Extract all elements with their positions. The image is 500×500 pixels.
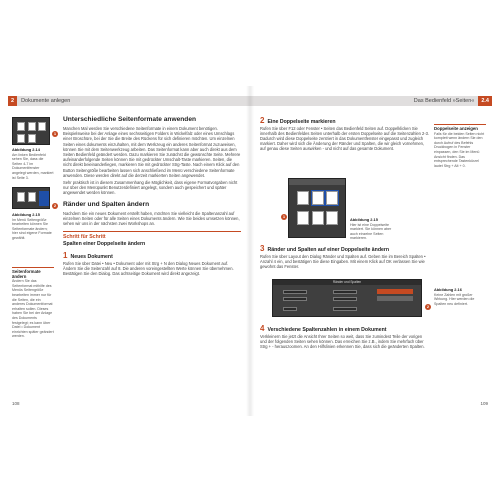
pages-panel-doublepage-screenshot xyxy=(288,178,346,238)
figure-text: Keine Zahlen mit großer Wirkung. Hier werden die Spalten neu definiert. xyxy=(434,292,475,306)
step-title: Neues Dokument xyxy=(70,254,113,261)
step-number: 4 xyxy=(260,324,265,333)
step-body: Verkleinern Sie jetzt die Ansicht Ihrer Seiten so weit, dass Sie zumindest Teile der vorigen und der folgenden Seiten sehen können. Das erreichen Sie z.B., indem Sie mehrfach über Strg + - herauszoomen. An den Hilfslinien erkennen Sie, dass sich die geänderten Spalten. xyxy=(260,333,425,349)
step-number: 3 xyxy=(260,244,265,253)
figure-title: Abbildung 2.15 xyxy=(350,217,378,222)
sidebox-title: Doppelseite anzeigen xyxy=(434,126,478,131)
callout-1: 1 xyxy=(53,131,57,136)
figure-title: Abbildung 2.15 xyxy=(12,212,40,217)
left-page xyxy=(0,86,250,416)
callout-2: 2 xyxy=(426,304,430,309)
section-body-2: Sehr praktisch ist in diesem Zusammenhang die Möglichkeit, dass eigene Formatvorgaben nicht nur über den Menüpunkt Benutzerdefiniert angelegt, sondern auch gespeichert und später angewendet werden können. xyxy=(63,180,238,196)
sidebox-rule xyxy=(12,267,54,268)
section-heading-2: Ränder und Spalten ändern xyxy=(63,200,150,208)
step-title: Eine Doppelseite markieren xyxy=(267,119,336,125)
sidebox-text: Ändern Sie das Seitenformat mithilfe des Menüs Seitengröße bearbeiten immer nur für die Seiten, die ein anderes Dokumentformat erhalten sollen. Dieses haben Sie bei der Anlage des Dokuments festgelegt; es kann über Datei • Dokument einrichten später geändert werden. xyxy=(12,279,54,339)
right-main-column-3 xyxy=(260,324,430,349)
right-main-column-2 xyxy=(260,244,430,269)
workshop-rule xyxy=(63,231,241,232)
step-title: Verschiedene Spaltenzahlen in einem Dokument xyxy=(267,327,387,333)
sidebox-title: Seitenformate ändern xyxy=(12,269,41,279)
section-number: 2.4 xyxy=(478,96,492,106)
sidebox-rule xyxy=(434,124,486,125)
figure-text: Im Menü Seitengröße bearbeiten können Sie Seitenformate ändern; hier sind eigene Formate gewählt. xyxy=(12,217,52,240)
figure-caption-2-15-right xyxy=(350,218,398,241)
step-title: Ränder und Spalten auf einer Doppelseite ändern xyxy=(267,247,390,253)
chapter-number: 2 xyxy=(8,96,17,106)
step-body: Rufen Sie über Datei • Neu • Dokument oder mit Strg + N den Dialog Neues Dokument auf. Ändern Sie die Seitenzahl auf 8. Die anderen voreingestellten Werte können Sie übernehmen. Bestätigen Sie den Dialog. Das achtseitige Dokument wird direkt angezeigt. xyxy=(63,260,234,276)
sidebox-double-page xyxy=(434,127,486,168)
margins-columns-dialog xyxy=(272,279,422,317)
left-running-header xyxy=(8,96,250,106)
figure-title: Abbildung 2.16 xyxy=(434,287,462,292)
figure-text: Hier ist eine Doppelseite markiert. Sie können aber auch einzelne Seiten markieren. xyxy=(350,222,392,241)
dialog-title: Ränder und Spalten xyxy=(273,280,421,285)
right-running-header xyxy=(250,96,492,106)
left-main-column xyxy=(63,116,241,276)
figure-caption-2-14 xyxy=(12,148,54,180)
gutter xyxy=(246,86,254,416)
section-body: Manchen Mal werden Sie verschiedene Seitenformate in einem Dokument benötigen. Beispielsweise bei der Anlage eines sechsseitigen Folders in Wickelfalz oder eines Umschlags einer Broschüre, bei der Sie die Breite des Rückens für sich definieren möchten. Um einzelnen Seiten eines dokuments einzuhalten, mit dem Werkzeug ein anderes Seitenformat zuzuweisen, können Sie mit dem Seitenwerkzeug arbeiten. Das Seitenformat kann aber auch direkt aus dem Seiten Bedienfeld geändert werden. Dazu markieren Sie zunächst die gewünschte Seite. Mehrere aufeinanderfolgende Seiten können Sie mit gedrückter Umschalt-Taste markieren. Seiten, die nicht direkt beieinanderliegen, markieren Sie mit gedrückter Strg-Taste. Nach einem Klick auf den Button Seitengröße bearbeiten lassen sich anschließend im Menü verschiedene Seitenformate anwenden. Diese werden direkt auf die derzeit markierten Seiten angewendet. xyxy=(63,126,241,178)
step-number: 2 xyxy=(260,116,265,125)
pages-panel-screenshot xyxy=(12,117,50,145)
step-number: 1 xyxy=(63,251,68,261)
section-heading: Unterschiedliche Seitenformate anwenden xyxy=(63,116,197,123)
page-number: 108 xyxy=(12,401,20,406)
page-number: 109 xyxy=(480,401,488,406)
step-body: Rufen Sie über Layout den Dialog Ränder und Spalten auf. Geben Sie im Bereich Spalten • Anzahl 4 ein, und bestätigen Sie diese Eingaben. Mit einem Klick auf OK verlassen Sie wie gewohnt das Fenster. xyxy=(260,253,426,269)
figure-title: Abbildung 2.14 xyxy=(12,147,40,152)
callout-1: 1 xyxy=(282,214,286,219)
workshop-title: Spalten einer Doppelseite ändern xyxy=(63,240,146,247)
section-title: Das Bedienfeld »Seiten« xyxy=(413,98,475,104)
book-spread xyxy=(0,86,500,416)
section-body-3: Nachdem Sie ein neues Dokument erstellt haben, möchten Sie vielleicht die Spaltenanzahl auf einzelnen Seiten oder für alle Seiten eines Dokuments ändern. Wie Sie beides umsetzen können, sehen wir uns in der nächsten zwei Workshops an. xyxy=(63,210,240,227)
sidebox-page-formats xyxy=(12,270,54,339)
right-main-column xyxy=(260,116,430,152)
sidebox-text: Falls für die beiden Seiten nicht komplett wenn ändern Sie den durch Aufruf des Befehls Druckbogen in Fenster einpassen, den Sie im Menü Ansicht finden. Das entsprechende Tastenkürzel lautet Strg + Alt + 0. xyxy=(434,131,485,168)
page-size-menu-screenshot xyxy=(12,187,50,209)
workshop-label: Schritt für Schritt xyxy=(63,234,106,241)
step-body: Rufen Sie über F12 oder Fenster • Seiten das Bedienfeld Seiten auf. Doppelklicken Sie innerhalb des Bedienfeldes Seiten unterhalb der ersten Doppelseite auf die Seitenzahlen 2-3. Dadurch wird diese Doppelseite zentriert in das Dokumentfenster eingepasst und zugleich markiert. Daher wird sich die Änderung der Ränder und Spalten, die wir gleich vornehmen, auf genau diese Seiten auswirken - und nicht auf das gesamte Dokument. xyxy=(260,125,430,152)
figure-caption-2-16 xyxy=(434,288,486,306)
callout-2: 2 xyxy=(53,203,57,208)
chapter-title: Dokumente anlegen xyxy=(21,98,71,104)
right-page xyxy=(250,86,500,416)
figure-text: Am linken Bedienfeld sehen Sie, dass die Seiten 4-7 im Dokumentfenster angelegt werden, markiert ist Seite 3. xyxy=(12,152,54,180)
figure-caption-2-15 xyxy=(12,213,54,241)
